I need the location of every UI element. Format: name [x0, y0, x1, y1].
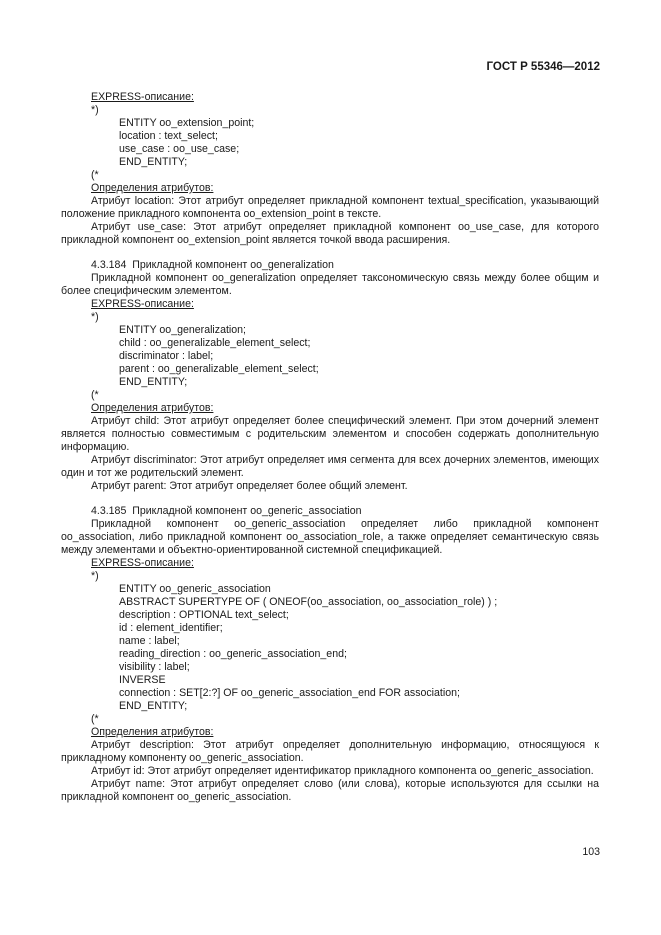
- line: [61, 311, 599, 324]
- line: [61, 648, 599, 661]
- section-label: EXPRESS-описание:: [91, 91, 194, 103]
- text-line: location : text_select;: [119, 130, 218, 142]
- line: [61, 169, 599, 182]
- text-line: (*: [91, 713, 99, 725]
- section-label: Определения атрибутов:: [91, 182, 214, 194]
- line: [61, 661, 599, 674]
- text-line: ENTITY oo_generic_association: [119, 583, 271, 595]
- line: [61, 700, 599, 713]
- line: [61, 609, 599, 622]
- text-line: name : label;: [119, 635, 180, 647]
- paragraph: [61, 778, 599, 804]
- text-line: id : element_identifier;: [119, 622, 223, 634]
- line: [61, 156, 599, 169]
- line: [61, 726, 599, 739]
- paragraph: [61, 480, 599, 493]
- line: [61, 117, 599, 130]
- text-line: *): [91, 570, 99, 582]
- text-line: parent : oo_generalizable_element_select;: [119, 363, 319, 375]
- section-gap: [61, 247, 599, 259]
- text-line: ABSTRACT SUPERTYPE OF ( ONEOF(oo_association, oo_association_role) ) ;: [119, 596, 498, 608]
- line: [61, 324, 599, 337]
- paragraph-text: Атрибут discriminator: Этот атрибут определяет имя сегмента для всех дочерних элементов, имеющих один и тот же родительский элемент.: [61, 454, 599, 479]
- text-line: 4.3.185 Прикладной компонент oo_generic_association: [91, 505, 362, 517]
- paragraph: [61, 221, 599, 247]
- line: [61, 713, 599, 726]
- text-line: *): [91, 311, 99, 323]
- line: [61, 557, 599, 570]
- paragraph-text: Прикладной компонент oo_generalization определяет таксономическую связь между более общим и более специфическим элементом.: [61, 272, 599, 297]
- paragraph-text: Атрибут description: Этот атрибут определяет дополнительную информацию, относящуюся к прикладному компоненту oo_generic_association.: [61, 739, 599, 764]
- paragraph-text: Атрибут location: Этот атрибут определяет прикладной компонент textual_specification, указывающий положение прикладного компонента oo_extension_point в тексте.: [61, 195, 599, 220]
- text-line: use_case : oo_use_case;: [119, 143, 240, 155]
- paragraph: [61, 739, 599, 765]
- line: [61, 687, 599, 700]
- line: [61, 402, 599, 415]
- paragraph-text: Атрибут parent: Этот атрибут определяет более общий элемент.: [91, 480, 408, 492]
- paragraph: [61, 272, 599, 298]
- paragraph: [61, 415, 599, 454]
- text-line: INVERSE: [119, 674, 166, 686]
- line: [61, 130, 599, 143]
- text-line: visibility : label;: [119, 661, 190, 673]
- text-line: description : OPTIONAL text_select;: [119, 609, 289, 621]
- paragraph-text: Атрибут name: Этот атрибут определяет слово (или слова), которые используются для ссылки на прикладной компонент oo_generic_association.: [61, 778, 599, 803]
- page-content: [61, 91, 599, 804]
- line: [61, 298, 599, 311]
- section-label: EXPRESS-описание:: [91, 298, 194, 310]
- paragraph-text: Прикладной компонент oo_generic_association определяет либо прикладной компонент oo_association, либо прикладной компонент oo_association_role, а также определяет семантическую связь между элементами и объектно-ориентированной системной спецификацией.: [61, 518, 599, 556]
- line: [61, 570, 599, 583]
- section-label: EXPRESS-описание:: [91, 557, 194, 569]
- line: [61, 376, 599, 389]
- section-gap: [61, 493, 599, 505]
- text-line: child : oo_generalizable_element_select;: [119, 337, 311, 349]
- line: [61, 674, 599, 687]
- text-line: END_ENTITY;: [119, 700, 188, 712]
- line: [61, 337, 599, 350]
- paragraph-text: Атрибут child: Этот атрибут определяет более специфический элемент. При этом дочерний элемент является полностью совместимым с родительским элементом и способен содержать дополнительную информацию.: [61, 415, 599, 453]
- line: [61, 583, 599, 596]
- paragraph: [61, 765, 599, 778]
- text-line: *): [91, 104, 99, 116]
- paragraph: [61, 195, 599, 221]
- paragraph-text: Атрибут id: Этот атрибут определяет идентификатор прикладного компонента oo_generic_association.: [91, 765, 594, 777]
- line: [61, 259, 599, 272]
- paragraph: [61, 454, 599, 480]
- paragraph: [61, 518, 599, 557]
- line: [61, 350, 599, 363]
- line: [61, 182, 599, 195]
- line: [61, 104, 599, 117]
- line: [61, 389, 599, 402]
- line: [61, 596, 599, 609]
- line: [61, 363, 599, 376]
- text-line: ENTITY oo_generalization;: [119, 324, 247, 336]
- text-line: connection : SET[2:?] OF oo_generic_association_end FOR association;: [119, 687, 460, 699]
- text-line: (*: [91, 389, 99, 401]
- section-label: Определения атрибутов:: [91, 402, 214, 414]
- section-label: Определения атрибутов:: [91, 726, 214, 738]
- line: [61, 143, 599, 156]
- page-number: 103: [582, 846, 600, 858]
- paragraph-text: Атрибут use_case: Этот атрибут определяет прикладной компонент oo_use_case, для которого прикладной компонент oo_extension_point является точкой ввода расширения.: [61, 221, 599, 246]
- text-line: ENTITY oo_extension_point;: [119, 117, 255, 129]
- line: [61, 635, 599, 648]
- line: [61, 505, 599, 518]
- text-line: reading_direction : oo_generic_association_end;: [119, 648, 347, 660]
- text-line: discriminator : label;: [119, 350, 214, 362]
- text-line: 4.3.184 Прикладной компонент oo_generalization: [91, 259, 334, 271]
- line: [61, 622, 599, 635]
- text-line: (*: [91, 169, 99, 181]
- line: [61, 91, 599, 104]
- text-line: END_ENTITY;: [119, 156, 188, 168]
- standard-header: ГОСТ Р 55346—2012: [486, 61, 600, 73]
- text-line: END_ENTITY;: [119, 376, 188, 388]
